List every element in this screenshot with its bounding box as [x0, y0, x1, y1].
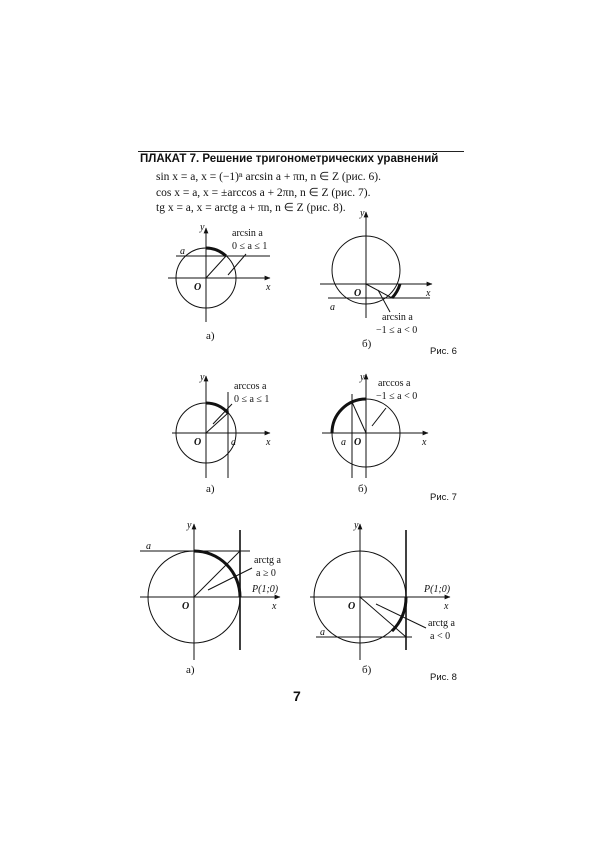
- arctg-label: arctg a: [254, 555, 281, 566]
- fig6-a-text: [180, 222, 271, 293]
- diagram-fig6-b: [320, 212, 432, 318]
- arctg-label: arctg a: [428, 618, 455, 629]
- y-axis-label: y: [354, 520, 359, 531]
- origin-label: O: [194, 282, 202, 293]
- y-axis-label: y: [200, 222, 205, 233]
- formula-sin: sin x = a, x = (−1)ⁿ arcsin a + πn, n ∈ Z (рис. 6).: [156, 171, 381, 183]
- fig8-a-caption: а): [186, 664, 195, 676]
- fig8-b-caption: б): [362, 664, 372, 676]
- leader-line: [208, 568, 252, 590]
- fig7-b-caption: б): [358, 483, 368, 495]
- arcsin-label: arcsin a: [232, 228, 263, 239]
- arcsin-label: arcsin a: [382, 312, 413, 323]
- formula-tg: tg x = a, x = arctg a + πn, n ∈ Z (рис. 8).: [156, 202, 346, 214]
- origin-label: O: [354, 288, 362, 299]
- fig8-b-text: [320, 520, 455, 642]
- range-label: −1 ≤ a < 0: [376, 325, 418, 336]
- origin-label: O: [182, 601, 190, 612]
- fig6-b-text: [330, 208, 431, 336]
- arc-highlight: [206, 248, 226, 256]
- x-axis-label: x: [266, 282, 271, 293]
- x-axis-label: x: [426, 288, 431, 299]
- arccos-label: arccos a: [378, 378, 411, 389]
- a-label: a: [231, 437, 236, 448]
- fig7-label: Рис. 7: [430, 492, 457, 503]
- formula-cos: cos x = a, x = ±arccos a + 2πn, n ∈ Z (рис. 7).: [156, 187, 371, 199]
- range-label: −1 ≤ a < 0: [376, 391, 418, 402]
- a-label: a: [341, 437, 346, 448]
- leader-line: [376, 604, 426, 628]
- arc-highlight: [332, 399, 366, 433]
- a-label: a: [146, 541, 151, 552]
- x-axis-label: x: [422, 437, 427, 448]
- origin-label: O: [348, 601, 356, 612]
- radius: [352, 402, 366, 433]
- range-label: 0 ≤ a ≤ 1: [232, 241, 268, 252]
- origin-label: O: [194, 437, 202, 448]
- range-label: 0 ≤ a ≤ 1: [234, 394, 270, 405]
- x-axis-label: x: [272, 601, 277, 612]
- x-axis-label: x: [444, 601, 449, 612]
- y-axis-label: y: [200, 372, 205, 383]
- fig7-a-caption: а): [206, 483, 215, 495]
- fig6-a-caption: а): [206, 330, 215, 342]
- poster-title: ПЛАКАТ 7. Решение тригонометрических уравнений: [140, 153, 439, 165]
- fig6-label: Рис. 6: [430, 346, 457, 357]
- y-axis-label: y: [360, 208, 365, 219]
- x-axis-label: x: [266, 437, 271, 448]
- fig8-a-text: [146, 520, 281, 612]
- point-p-label: P(1;0): [424, 584, 451, 595]
- y-axis-label: y: [360, 372, 365, 383]
- page-number: 7: [293, 688, 301, 704]
- a-label: a: [180, 246, 185, 257]
- a-label: a: [320, 627, 325, 638]
- y-axis-label: y: [187, 520, 192, 531]
- origin-label: O: [354, 437, 362, 448]
- a-label: a: [330, 302, 335, 313]
- radius: [206, 413, 228, 433]
- diagram-fig7-b: [322, 374, 428, 478]
- range-label: a ≥ 0: [256, 568, 276, 579]
- radius: [206, 256, 226, 278]
- leader-line: [228, 254, 246, 275]
- leader-line: [372, 408, 386, 426]
- fig8-label: Рис. 8: [430, 672, 457, 683]
- range-label: a < 0: [430, 631, 451, 642]
- radius: [360, 597, 406, 637]
- arccos-label: arccos a: [234, 381, 267, 392]
- point-p-label: P(1;0): [252, 584, 279, 595]
- arc-highlight: [392, 597, 406, 631]
- fig6-b-caption: б): [362, 338, 372, 350]
